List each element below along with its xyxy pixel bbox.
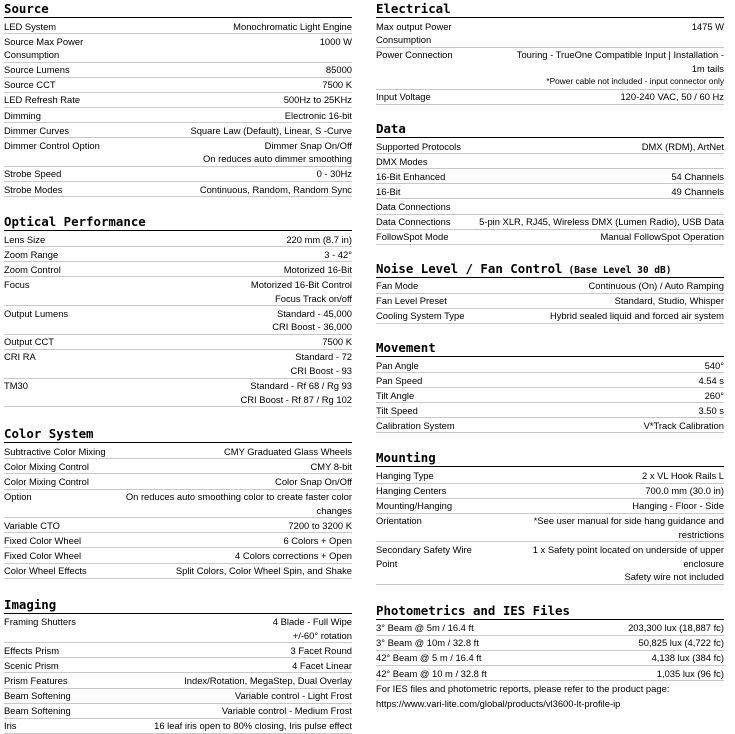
spec-value-line: CRI Boost - Rf 87 / Rg 102 <box>240 393 352 405</box>
spec-row <box>376 294 724 309</box>
spec-value-line: Color Snap On/Off <box>275 475 352 487</box>
spec-row <box>4 335 352 350</box>
spec-row <box>4 689 352 704</box>
spec-row <box>4 63 352 78</box>
spec-value <box>447 294 724 308</box>
spec-label: Data Connections <box>376 216 451 228</box>
section-title: Data <box>376 121 406 137</box>
spec-value <box>68 674 352 688</box>
spec-value-line: Motorized 16-Bit <box>283 263 352 275</box>
spec-value-line: 4.54 s <box>698 374 724 386</box>
spec-value <box>418 404 724 418</box>
spec-value-line: 1475 W <box>691 20 724 32</box>
spec-value <box>71 689 352 703</box>
section-heading <box>4 1 352 18</box>
spec-label: Dimming <box>4 109 41 121</box>
spec-value-line: enclosure <box>683 557 724 569</box>
spec-value <box>80 93 352 107</box>
spec-value-line: 85000 <box>325 64 352 76</box>
spec-label: Color Mixing Control <box>4 475 89 487</box>
spec-value <box>474 621 724 635</box>
spec-value <box>422 374 724 388</box>
spec-row <box>4 379 352 408</box>
spec-value-line: On reduces auto smoothing color to create faster color <box>125 491 352 503</box>
spec-value-line: restrictions <box>678 528 724 540</box>
spec-value-line: On reduces auto dimmer smoothing <box>202 153 352 165</box>
spec-row <box>376 19 724 48</box>
spec-row <box>4 490 352 519</box>
spec-label: Input Voltage <box>376 91 431 103</box>
spec-value <box>422 514 724 541</box>
spec-value-line: 54 Channels <box>671 170 724 182</box>
spec-label: Orientation <box>376 515 422 527</box>
spec-row <box>4 533 352 548</box>
spec-value <box>451 215 724 229</box>
spec-row <box>4 719 352 734</box>
spec-row <box>4 108 352 123</box>
spec-label: Max output Power Consumption <box>376 20 452 46</box>
spec-row <box>376 309 724 324</box>
spec-value-line: CMY 8-bit <box>310 460 352 472</box>
right-column <box>376 0 724 711</box>
spec-value <box>56 20 352 34</box>
spec-label: Power Connection <box>376 49 453 61</box>
spec-value <box>453 48 724 89</box>
spec-value <box>81 534 352 548</box>
section-heading <box>4 426 352 443</box>
spec-label: Beam Softening <box>4 690 71 702</box>
spec-value-line: 1000 W <box>319 35 352 47</box>
spec-value-line: 2 x VL Hook Rails L <box>642 469 724 481</box>
spec-value-line: Standard, Studio, Whisper <box>614 295 724 307</box>
spec-value <box>60 519 352 533</box>
spec-value-line: *See user manual for side hang guidance and <box>533 515 724 527</box>
spec-value-line: CMY Graduated Glass Wheels <box>223 445 352 457</box>
spec-label: Beam Softening <box>4 705 71 717</box>
section-heading <box>376 1 724 18</box>
spec-row <box>4 518 352 533</box>
spec-value <box>45 233 352 247</box>
spec-value <box>418 279 724 293</box>
spec-label: Hanging Type <box>376 469 434 481</box>
spec-row <box>4 277 352 306</box>
spec-label: Secondary Safety Wire Point <box>376 543 472 569</box>
spec-value-line: 203,300 lux (18,887 fc) <box>628 622 724 634</box>
spec-value-line: Continuous (On) / Auto Ramping <box>588 280 724 292</box>
spec-label: Focus <box>4 278 30 290</box>
spec-label: Tilt Angle <box>376 389 415 401</box>
spec-row <box>376 468 724 483</box>
spec-row <box>4 704 352 719</box>
spec-value <box>28 379 352 406</box>
spec-label: Calibration System <box>376 419 455 431</box>
spec-row <box>4 615 352 644</box>
section-heading <box>376 261 724 278</box>
spec-row <box>4 78 352 93</box>
spec-value-line: 50,825 lux (4,722 fc) <box>638 637 724 649</box>
spec-row <box>4 564 352 579</box>
spec-value-line: Standard - Rf 68 / Rg 93 <box>250 380 352 392</box>
spec-value <box>401 185 725 199</box>
spec-row <box>376 514 724 543</box>
spec-value <box>455 419 724 433</box>
spec-value <box>41 109 352 123</box>
section-subtitle: (Base Level 30 dB) <box>568 264 672 276</box>
spec-value-line: 3.50 s <box>698 404 724 416</box>
spec-value <box>452 499 724 513</box>
section-heading <box>376 603 724 620</box>
spec-value-line: 6 Colors + Open <box>283 534 352 546</box>
spec-value-line: Motorized 16-Bit Control <box>250 278 352 290</box>
spec-value-line: Hybrid sealed liquid and forced air system <box>549 310 724 322</box>
spec-value <box>451 200 724 214</box>
spec-value-line: CRI Boost - 93 <box>290 364 352 376</box>
spec-value <box>81 549 352 563</box>
section-heading <box>376 450 724 467</box>
spec-row <box>376 373 724 388</box>
spec-value <box>68 307 352 334</box>
spec-row <box>376 666 724 681</box>
spec-label: Fan Mode <box>376 280 419 292</box>
spec-row <box>4 123 352 138</box>
spec-value-line: 1 x Safety point located on underside of upper <box>532 543 724 555</box>
spec-value-line: Split Colors, Color Wheel Spin, and Shake <box>175 565 352 576</box>
spec-label: Scenic Prism <box>4 659 59 671</box>
spec-label: Pan Angle <box>376 359 419 371</box>
spec-value-line: Touring - TrueOne Compatible Input | Installation - <box>516 49 724 61</box>
spec-label: 3° Beam @ 5m / 16.4 ft <box>376 622 474 634</box>
spec-value-line: 540° <box>704 359 724 371</box>
spec-value <box>76 615 352 642</box>
section-notes <box>376 681 724 711</box>
spec-label: CRI RA <box>4 351 36 363</box>
spec-row <box>376 484 724 499</box>
spec-row <box>376 542 724 584</box>
spec-row <box>376 48 724 90</box>
spec-label: Fan Level Preset <box>376 295 447 307</box>
section-color-system <box>4 426 352 578</box>
spec-value-line: Variable control - Medium Frost <box>221 705 352 717</box>
spec-value-line: Dimmer Snap On/Off <box>264 139 352 151</box>
spec-row <box>4 138 352 167</box>
spec-value <box>87 564 352 578</box>
spec-value <box>434 469 724 483</box>
spec-value-line: Monochromatic Light Engine <box>233 20 352 32</box>
spec-value <box>464 309 724 323</box>
spec-value <box>482 651 724 665</box>
spec-label: Output CCT <box>4 336 55 348</box>
spec-value-line: 220 mm (8.7 in) <box>286 233 352 245</box>
spec-label: Cooling System Type <box>376 310 465 322</box>
spec-value <box>106 445 352 459</box>
spec-value <box>36 350 352 377</box>
spec-value-line: 0 - 30Hz <box>316 168 352 180</box>
spec-label: Prism Features <box>4 674 68 686</box>
left-column <box>4 0 352 734</box>
spec-row <box>4 232 352 247</box>
section-heading <box>376 340 724 357</box>
section-title: Photometrics and IES Files <box>376 602 570 618</box>
spec-label: Subtractive Color Mixing <box>4 445 106 457</box>
spec-label: Fixed Color Wheel <box>4 549 82 561</box>
spec-value-line: V*Track Calibration <box>643 419 724 431</box>
spec-value <box>419 359 724 373</box>
spec-value-line: 49 Channels <box>671 185 724 197</box>
spec-value <box>54 335 352 349</box>
spec-label: TM30 <box>4 380 28 392</box>
spec-label: Option <box>4 491 32 503</box>
spec-value-line: 120-240 VAC, 50 / 60 Hz <box>620 91 724 103</box>
spec-value <box>59 644 352 658</box>
spec-label: Strobe Speed <box>4 168 62 180</box>
spec-label: Framing Shutters <box>4 616 76 628</box>
spec-value-line: *Power cable not included - input connector only <box>546 76 724 87</box>
spec-row <box>376 169 724 184</box>
spec-value <box>414 389 724 403</box>
spec-label: Tilt Speed <box>376 404 418 416</box>
spec-value-line: 700.0 mm (30.0 in) <box>645 485 724 497</box>
spec-row <box>4 306 352 335</box>
spec-label: LED System <box>4 20 57 32</box>
spec-value-line: 4 Blade - Full Wipe <box>272 616 352 628</box>
spec-value-line: Standard - 45,000 <box>276 307 352 319</box>
spec-label: Hanging Centers <box>376 485 447 497</box>
spec-value-line: Electronic 16-bit <box>284 109 352 121</box>
spec-label: Effects Prism <box>4 644 60 656</box>
spec-value-line: 4,138 lux (384 fc) <box>651 652 724 664</box>
spec-label: Source Lumens <box>4 64 70 76</box>
spec-value-line: 500Hz to 25KHz <box>283 94 352 106</box>
spec-label: 42° Beam @ 5 m / 16.4 ft <box>376 652 482 664</box>
spec-value-line: 7200 to 3200 K <box>288 519 352 531</box>
section-optical-performance <box>4 214 352 407</box>
section-data <box>376 121 724 245</box>
spec-row <box>376 154 724 169</box>
spec-row <box>376 388 724 403</box>
section-photometrics-and-ies-files <box>376 603 724 711</box>
spec-label: Color Wheel Effects <box>4 565 87 576</box>
section-heading <box>4 214 352 231</box>
spec-value-line: Index/Rotation, MegaStep, Dual Overlay <box>184 674 352 686</box>
spec-row <box>376 139 724 154</box>
spec-label: Zoom Range <box>4 248 59 260</box>
spec-value-line: DMX (RDM), ArtNet <box>641 140 724 152</box>
spec-row <box>4 34 352 63</box>
spec-label: DMX Modes <box>376 155 428 167</box>
spec-row <box>4 350 352 379</box>
spec-row <box>376 403 724 418</box>
spec-label: Lens Size <box>4 233 46 245</box>
section-title: Movement <box>376 340 436 355</box>
section-title: Electrical <box>376 1 451 16</box>
spec-value <box>428 155 724 169</box>
spec-value <box>30 278 352 305</box>
spec-value <box>494 543 724 584</box>
spec-value-line: Safety wire not included <box>624 571 724 583</box>
spec-label: Fixed Color Wheel <box>4 534 82 546</box>
spec-value <box>494 20 724 47</box>
spec-row <box>4 643 352 658</box>
spec-value <box>89 475 352 489</box>
spec-value-line: 7500 K <box>322 79 352 91</box>
spec-label: Strobe Modes <box>4 183 63 195</box>
spec-label: Dimmer Curves <box>4 124 70 136</box>
spec-label: 16-Bit Enhanced <box>376 170 446 182</box>
spec-value <box>61 263 352 277</box>
section-heading <box>376 121 724 138</box>
spec-row <box>376 215 724 230</box>
spec-value-line: Hanging - Floor - Side <box>632 500 724 512</box>
spec-label: Zoom Control <box>4 263 61 275</box>
section-title: Source <box>4 1 49 16</box>
spec-row <box>376 499 724 514</box>
note-line: For IES files and photometric reports, please refer to the product page: <box>376 683 670 695</box>
section-title: Color System <box>4 426 94 442</box>
spec-value <box>431 90 724 104</box>
section-source <box>4 1 352 197</box>
spec-value <box>59 659 352 673</box>
spec-row <box>376 279 724 294</box>
spec-value <box>461 140 724 154</box>
section-mounting <box>376 450 724 584</box>
spec-value <box>487 667 724 681</box>
spec-label: Data Connections <box>376 200 451 212</box>
spec-value-line: 16 leaf iris open to 80% closing, Iris pulse effect <box>154 720 352 732</box>
spec-label: 3° Beam @ 10m / 32.8 ft <box>376 637 479 649</box>
spec-value-line: Manual FollowSpot Operation <box>600 231 724 243</box>
spec-row <box>4 93 352 108</box>
spec-row <box>376 621 724 636</box>
spec-value <box>446 484 724 498</box>
spec-label: Supported Protocols <box>376 140 461 152</box>
spec-value-line: CRI Boost - 36,000 <box>272 321 352 333</box>
spec-value-line: Variable control - Light Frost <box>234 690 352 702</box>
section-title: Optical Performance <box>4 214 146 230</box>
spec-label: Color Mixing Control <box>4 460 89 472</box>
spec-value <box>32 490 352 517</box>
spec-label: Source CCT <box>4 79 56 91</box>
spec-value <box>56 78 352 92</box>
spec-row <box>4 444 352 459</box>
spec-value <box>17 719 353 733</box>
spec-row <box>376 651 724 666</box>
spec-row <box>376 418 724 433</box>
spec-label: 42° Beam @ 10 m / 32.8 ft <box>376 667 487 679</box>
spec-value <box>58 248 352 262</box>
section-heading <box>4 597 352 614</box>
section-movement <box>376 340 724 433</box>
spec-value-line: Focus Track on/off <box>275 292 352 304</box>
spec-row <box>4 673 352 688</box>
spec-value <box>448 230 724 244</box>
spec-value-line: 3 Facet Round <box>290 644 352 656</box>
spec-value-line: 7500 K <box>322 336 352 348</box>
spec-label: Dimmer Control Option <box>4 139 100 151</box>
spec-row <box>376 230 724 245</box>
spec-value-line: 5-pin XLR, RJ45, Wireless DMX (Lumen Radio), USB Data <box>479 216 724 228</box>
spec-value <box>89 460 352 474</box>
section-electrical <box>376 1 724 105</box>
product-page-link[interactable]: https://www.vari-lite.com/global/products/vl3600-lt-profile-ip <box>376 697 621 709</box>
spec-row <box>4 548 352 563</box>
section-imaging <box>4 597 352 734</box>
spec-row <box>4 167 352 182</box>
section-noise-level-fan-control <box>376 261 724 324</box>
spec-value <box>62 183 352 197</box>
section-title: Mounting <box>376 450 436 466</box>
spec-label: Variable CTO <box>4 519 60 531</box>
spec-value-line: 1m tails <box>691 62 724 74</box>
spec-row <box>4 658 352 673</box>
spec-label: Pan Speed <box>376 374 423 386</box>
spec-value-line: +/-60° rotation <box>292 629 352 641</box>
spec-row <box>376 358 724 373</box>
spec-value <box>61 167 352 181</box>
spec-value <box>70 63 352 77</box>
spec-value-line: Standard - 72 <box>295 351 352 363</box>
spec-value-line: 3 - 42° <box>324 248 352 260</box>
spec-value <box>122 35 352 62</box>
spec-value-line: changes <box>316 504 352 516</box>
spec-label: Source Max Power Consumption <box>4 35 84 61</box>
spec-row <box>376 636 724 651</box>
spec-label: FollowSpot Mode <box>376 231 449 243</box>
spec-value-line: Continuous, Random, Random Sync <box>199 183 352 195</box>
spec-value <box>100 139 352 166</box>
spec-row <box>4 459 352 474</box>
spec-row <box>4 262 352 277</box>
spec-value <box>71 704 352 718</box>
spec-row <box>376 184 724 199</box>
spec-row <box>4 474 352 489</box>
spec-value-line: 4 Facet Linear <box>292 659 352 671</box>
spec-value-line: 260° <box>704 389 724 401</box>
spec-value <box>445 170 724 184</box>
section-title: Imaging <box>4 596 57 612</box>
spec-label: 16-Bit <box>376 185 401 197</box>
spec-label: Mounting/Hanging <box>376 500 453 512</box>
spec-value <box>69 124 352 138</box>
spec-row <box>4 182 352 197</box>
spec-row <box>4 19 352 34</box>
spec-value-line: Square Law (Default), Linear, S -Curve <box>190 124 352 136</box>
spec-label: Output Lumens <box>4 307 69 319</box>
spec-value <box>479 636 724 650</box>
spec-label: LED Refresh Rate <box>4 94 81 106</box>
section-title: Noise Level / Fan Control <box>376 260 563 276</box>
spec-value-line: 1,035 lux (96 fc) <box>656 667 724 679</box>
spec-value-line: 4 Colors corrections + Open <box>235 549 352 561</box>
spec-label: Iris <box>4 720 17 732</box>
spec-row <box>4 247 352 262</box>
spec-row <box>376 90 724 105</box>
spec-row <box>376 199 724 214</box>
